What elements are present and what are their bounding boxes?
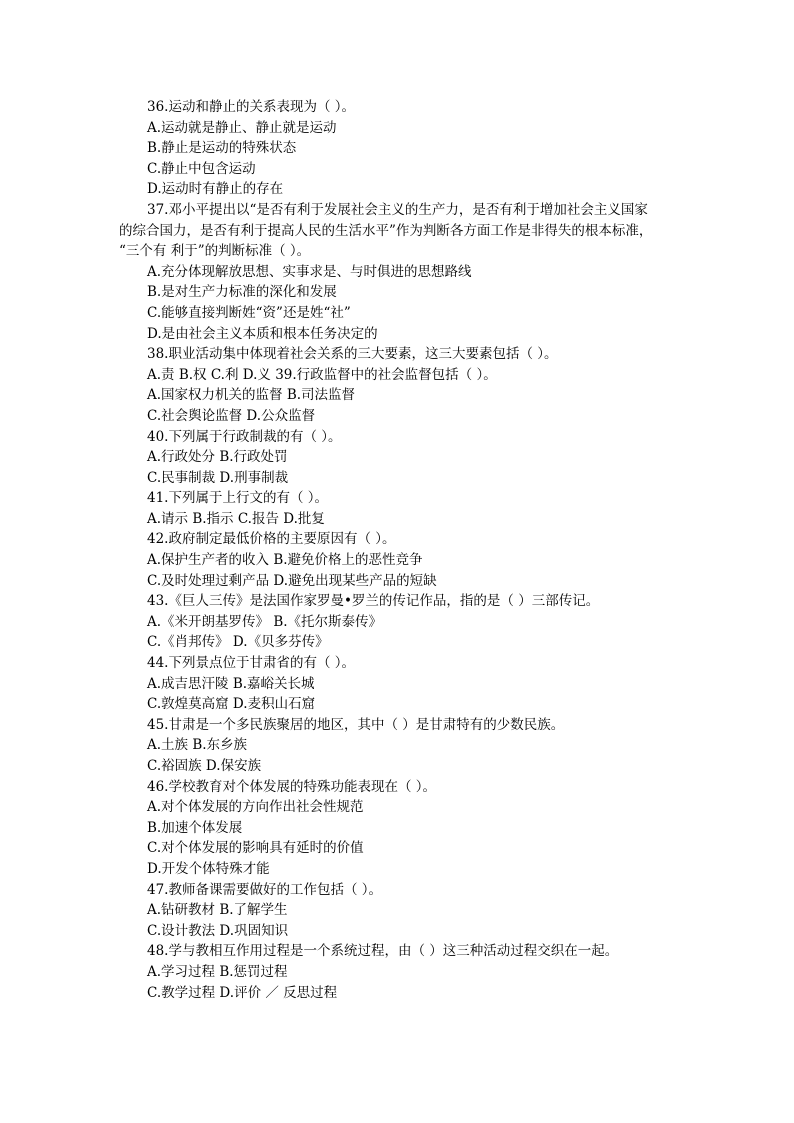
text-line: C.敦煌莫高窟 D.麦积山石窟 [147, 696, 316, 713]
text-line: A.土族 B.东乡族 [147, 737, 248, 754]
text-line: C.静止中包含运动 [147, 160, 256, 177]
text-line: 47.教师备课需要做好的工作包括（ ）。 [147, 881, 383, 898]
text-line: C.及时处理过剩产品 D.避免出现某些产品的短缺 [147, 572, 437, 589]
text-line: D.是由社会主义本质和根本任务决定的 [147, 325, 378, 342]
text-line: C.设计教法 D.巩固知识 [147, 922, 289, 939]
text-line: A.运动就是静止、静止就是运动 [147, 119, 337, 136]
text-line: 38.职业活动集中体现着社会关系的三大要素，这三大要素包括（ ）。 [147, 346, 558, 363]
text-line: C.民事制裁 D.刑事制裁 [147, 469, 289, 486]
text-line: A.钻研教材 B.了解学生 [147, 902, 288, 919]
text-line: A.《米开朗基罗传》 B.《托尔斯泰传》 [147, 613, 383, 630]
text-line: “三个有 利于”的判断标准（ ）。 [119, 243, 311, 260]
text-line: C.能够直接判断姓“资”还是姓“社” [147, 304, 351, 321]
text-line: A.对个体发展的方向作出社会性规范 [147, 799, 364, 816]
text-line: A.责 B.权 C.利 D.义 39.行政监督中的社会监督包括（ ）。 [147, 366, 497, 383]
text-line: A.国家权力机关的监督 B.司法监督 [147, 387, 356, 404]
text-line: 44.下列景点位于甘肃省的有（ ）。 [147, 655, 356, 672]
text-line: 48.学与教相互作用过程是一个系统过程，由（ ）这三种活动过程交织在一起。 [147, 943, 619, 960]
text-line: B.静止是运动的特殊状态 [147, 140, 297, 157]
text-line: 41.下列属于上行文的有（ ）。 [147, 490, 329, 507]
text-line: A.保护生产者的收入 B.避免价格上的恶性竞争 [147, 552, 423, 569]
text-line: 45.甘肃是一个多民族聚居的地区，其中（ ）是甘肃特有的少数民族。 [147, 716, 565, 733]
text-line: A.请示 B.指示 C.报告 D.批复 [147, 510, 325, 527]
text-line: A.充分体现解放思想、实事求是、与时俱进的思想路线 [147, 263, 472, 280]
text-line: C.裕固族 D.保安族 [147, 758, 262, 774]
text-line: C.教学过程 D.评价 ／ 反思过程 [147, 984, 338, 1001]
text-line: 37.邓小平提出以“是否有利于发展社会主义的生产力，是否有利于增加社会主义国家 [147, 201, 648, 218]
text-line: B.加速个体发展 [147, 819, 243, 836]
text-line: C.对个体发展的影响具有延时的价值 [147, 840, 364, 857]
text-line: 36.运动和静止的关系表现为（ ）。 [147, 99, 356, 115]
text-line: 的综合国力，是否有利于提高人民的生活水平”作为判断各方面工作是非得失的根本标准， [119, 222, 653, 239]
text-line: A.行政处分 B.行政处罚 [147, 449, 288, 466]
question-text-body [119, 97, 679, 1003]
text-line: B.是对生产力标准的深化和发展 [147, 284, 337, 301]
text-line: A.学习过程 B.惩罚过程 [147, 963, 288, 980]
text-line: D.运动时有静止的存在 [147, 181, 284, 198]
text-line: 46.学校教育对个体发展的特殊功能表现在（ ）。 [147, 778, 437, 795]
text-line: A.成吉思汗陵 B.嘉峪关长城 [147, 675, 315, 692]
text-line: D.开发个体特殊才能 [147, 860, 270, 877]
text-line: 43.《巨人三传》是法国作家罗曼•罗兰的传记作品，指的是（ ）三部传记。 [147, 593, 600, 610]
text-line: 42.政府制定最低价格的主要原因有（ ）。 [147, 531, 396, 548]
text-line: 40.下列属于行政制裁的有（ ）。 [147, 428, 342, 445]
text-line: C.《肖邦传》 D.《贝多芬传》 [147, 634, 329, 651]
text-line: C.社会舆论监督 D.公众监督 [147, 407, 316, 424]
